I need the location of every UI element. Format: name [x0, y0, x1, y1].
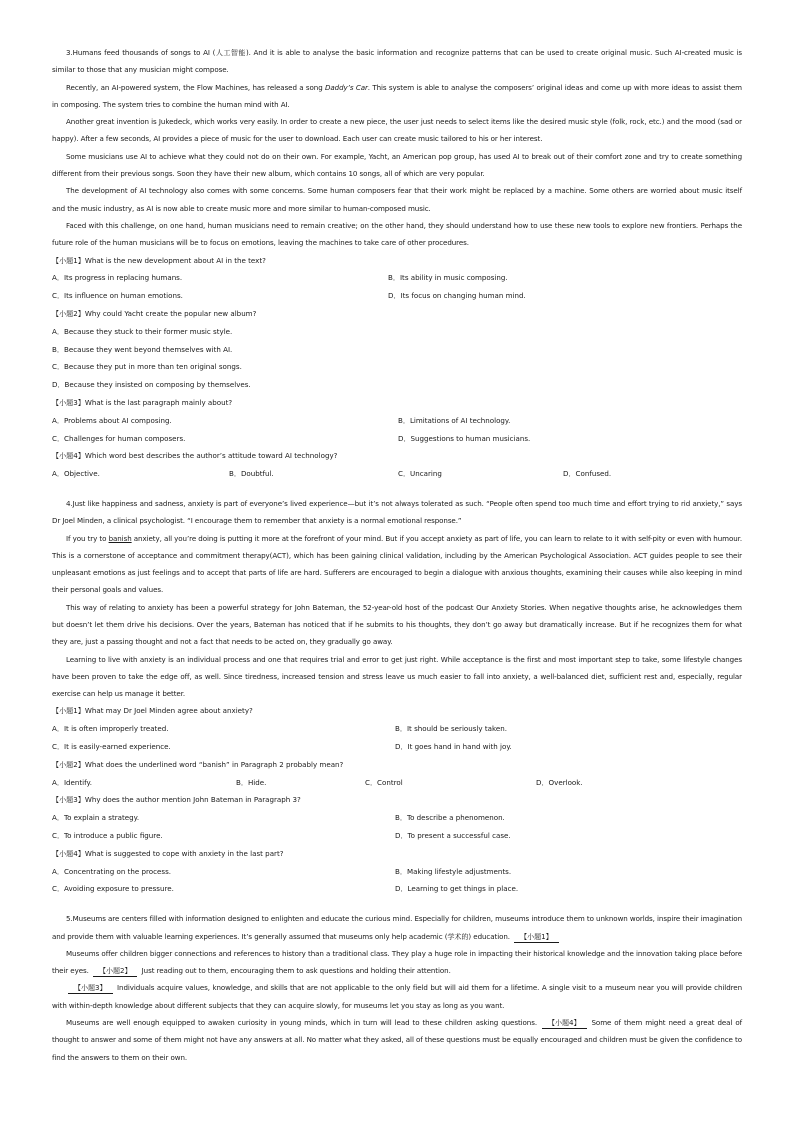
answer-blank-2[interactable]: 【小题2】 — [93, 965, 138, 977]
passage-4-paragraph-1: 4.Just like happiness and sadness, anxiety is part of everyone’s lived experience—but it’s not always tolerated as such. “People often spend too much time and effort trying to rid anxiety,” says Dr Joel Minden, a clinical psychologist. “I encourage them to remember that anxiety is a normal emotional response.” — [52, 498, 742, 526]
option-b[interactable]: B．Making lifestyle adjustments. — [395, 866, 512, 876]
option-a[interactable]: A．To explain a strategy. — [52, 813, 140, 823]
option-c[interactable]: C．To introduce a public figure. — [52, 831, 163, 841]
passage-5-paragraph-4 — [52, 1014, 742, 1066]
option-c[interactable]: C．Uncaring — [398, 469, 442, 479]
option-d[interactable]: D．To present a successful case. — [395, 831, 511, 841]
text-span: Individuals acquire values, knowledge, and skills that are not applicable to the only field but will aid them for a lifetime. A single visit to a museum near you will provide children with within-depth knowledge about different subjects that they can acquire slowly, for museums let you stay as long as you want. — [52, 983, 742, 1010]
option-row — [52, 430, 742, 448]
passage-4-paragraph-3: This way of relating to anxiety has been a powerful strategy for John Bateman, the 52-year-old host of the podcast Our Anxiety Stories. When negative thoughts arise, he acknowledges them but doesn’t let them drive his decisions. Over the years, Bateman has noticed that if he submits to his thoughts, they don’t go away but dramatically increase. But if he recognizes them for what they are, just a passing thought and not a fact that needs to be acted on, they gradually go away. — [52, 602, 742, 647]
text-span: Museums offer children bigger connections and references to history than a traditional class. They play a huge role in impacting their historical knowledge and the innovation taking place before their eyes. — [52, 948, 742, 976]
option-a[interactable]: A．It is often improperly treated. — [52, 724, 169, 734]
option-row — [52, 269, 742, 287]
question-stem: 【小题4】What is suggested to cope with anxiety in the last part? — [52, 848, 284, 858]
text-span: . This system is able to analyse the composers’ original ideas and come up with more ideas to assist them in composing. The system tries to combine the human mind with AI. — [52, 82, 742, 109]
option-row — [52, 774, 742, 792]
text-span: Some of them might need a great deal of thought to answer and some of them might not have any answers at all. No matter what they asked, all of these questions must be equally encouraged and children must be given the confidence to find the answers to them on their own. — [52, 1018, 742, 1062]
text-span: Just reading out to them, encouraging them to ask questions and holding their attention. — [139, 966, 451, 976]
passage-5-paragraph-1 — [52, 910, 742, 945]
passage-3-paragraph-4: Some musicians use AI to achieve what they could not do on their own. For example, Yacht, an American pop group, has used AI to break out of their comfort zone and try to create something different from their previous songs. Soon they have their new album, which contains 10 songs, all of which are very popular. — [52, 151, 742, 179]
passage-3-paragraph-2 — [52, 79, 742, 114]
option-row — [52, 880, 742, 898]
section-gap — [52, 483, 742, 495]
option-d[interactable]: D．Its focus on changing human mind. — [388, 291, 526, 301]
option-b[interactable]: B．Its ability in music composing. — [388, 273, 508, 283]
text-span: anxiety, all you’re doing is putting it more at the forefront of your mind. But if you accept anxiety as part of life, you can learn to relate to it with self-pity or even with humour. This is a cornerstone of acceptance and commitment therapy(ACT), which has been gaining clinical validation, including by the American Psychological Association. ACT guides people to see their unpleasant emotions as just feelings and to accept that parts of life are hard. Sufferers are encouraged to begin a dialogue with anxious thoughts, examining their causes while also keeping in mind their personal goals and values. — [52, 533, 742, 595]
option-row — [52, 287, 742, 305]
passage-3-paragraph-3: Another great invention is Jukedeck, which works very easily. In order to create a new piece, the user just needs to select items like the desired music style (folk, rock, etc.) and the mood (sad or happy). After a few seconds, AI provides a piece of music for the user to download. Each user can create music tailored to his or her interest. — [52, 117, 742, 144]
option-b[interactable]: B．It should be seriously taken. — [395, 724, 507, 734]
option-row — [52, 863, 742, 881]
option-a[interactable]: A．Identify. — [52, 777, 92, 787]
question-stem: 【小题1】What is the new development about AI in the text? — [52, 255, 266, 265]
option-d[interactable]: D．Suggestions to human musicians. — [398, 433, 531, 443]
song-title: Daddy’s Car — [325, 82, 368, 92]
passage-5 — [52, 910, 742, 1066]
passage-4 — [52, 495, 742, 898]
option-row — [52, 720, 742, 738]
passage-3-paragraph-1: 3.Humans feed thousands of songs to AI (人工智能). And it is able to analyse the basic information and recognize patterns that can be used to create original music. Such AI-created music is similar to those that any musician might compose. — [52, 48, 742, 75]
option-a[interactable]: A．Problems about AI composing. — [52, 415, 172, 425]
option-d[interactable]: D．It goes hand in hand with joy. — [395, 742, 512, 752]
answer-blank-1[interactable]: 【小题1】 — [514, 931, 559, 943]
passage-3-paragraph-5: The development of AI technology also comes with some concerns. Some human composers fear that their work might be replaced by a machine. Some others are worried about music itself and the music industry, as AI is now able to create music more and more similar to human-composed music. — [52, 186, 742, 213]
text-span: 5.Museums are centers filled with information designed to enlighten and educate the curious mind. Especially for children, museums introduce them to unknown worlds, inspire their imagination and provide them with valuable learning experiences. It’s generally assumed that museums only help academic (学术的) education. — [52, 914, 742, 941]
passage-4-paragraph-2 — [52, 530, 742, 599]
answer-blank-3[interactable]: 【小题3】 — [68, 982, 113, 994]
option-row — [52, 809, 742, 827]
text-span: Museums are well enough equipped to awaken curiosity in young minds, which in turn will lead to these children asking questions. — [66, 1018, 541, 1028]
option-d[interactable]: D．Learning to get things in place. — [395, 884, 519, 894]
option-row — [52, 465, 742, 483]
passage-5-paragraph-2 — [52, 945, 742, 980]
text-span: If you try to — [66, 533, 109, 543]
question-stem: 【小题1】What may Dr Joel Minden agree about anxiety? — [52, 706, 253, 716]
question-stem: 【小题2】What does the underlined word “banish” in Paragraph 2 probably mean? — [52, 759, 344, 769]
option-d[interactable]: D．Because they insisted on composing by themselves. — [52, 380, 251, 390]
option-b[interactable]: B．Doubtful. — [229, 469, 274, 479]
question-stem: 【小题3】Why does the author mention John Bateman in Paragraph 3? — [52, 795, 301, 805]
option-b[interactable]: B．Limitations of AI technology. — [398, 415, 511, 425]
option-c[interactable]: C．Avoiding exposure to pressure. — [52, 884, 174, 894]
question-stem: 【小题4】Which word best describes the author’s attitude toward AI technology? — [52, 451, 338, 461]
option-b[interactable]: B．Hide. — [236, 777, 267, 787]
option-c[interactable]: C．Challenges for human composers. — [52, 433, 186, 443]
option-c[interactable]: C．Because they put in more than ten original songs. — [52, 362, 242, 372]
option-a[interactable]: A．Concentrating on the process. — [52, 866, 172, 876]
underlined-word: banish — [108, 533, 132, 543]
option-d[interactable]: D．Overlook. — [536, 777, 583, 787]
option-d[interactable]: D．Confused. — [563, 469, 612, 479]
option-a[interactable]: A．Because they stuck to their former music style. — [52, 326, 233, 336]
text-span: Recently, an AI-powered system, the Flow Machines, has released a song — [66, 82, 326, 92]
exam-page — [52, 44, 742, 1066]
option-c[interactable]: C．Its influence on human emotions. — [52, 291, 183, 301]
passage-3-paragraph-6: Faced with this challenge, on one hand, human musicians need to remain creative; on the other hand, they should understand how to use these new tools to explore new frontiers. Perhaps the future role of the human musicians will be to focus on emotions, leaving the machines to take care of other procedures. — [52, 220, 742, 248]
option-row — [52, 412, 742, 430]
option-a[interactable]: A．Objective. — [52, 469, 100, 479]
option-row — [52, 827, 742, 845]
option-c[interactable]: C．Control — [365, 777, 403, 787]
section-gap — [52, 898, 742, 910]
passage-3 — [52, 44, 742, 483]
option-b[interactable]: B．To describe a phenomenon. — [395, 813, 505, 823]
option-row — [52, 738, 742, 756]
passage-4-paragraph-4: Learning to live with anxiety is an individual process and one that requires trial and error to get just right. While acceptance is the first and most important step to take, some lifestyle changes have been proven to take the edge off, as well. Since tiredness, increased tension and stress leave us much easier to fall into anxiety, a well-balanced diet, sufficient rest and, especially, regular exercise can help us manage it better. — [52, 654, 742, 699]
question-stem: 【小题2】Why could Yacht create the popular new album? — [52, 308, 257, 318]
option-c[interactable]: C．It is easily-earned experience. — [52, 742, 171, 752]
question-stem: 【小题3】What is the last paragraph mainly about? — [52, 397, 233, 407]
answer-blank-4[interactable]: 【小题4】 — [542, 1017, 587, 1029]
option-a[interactable]: A．Its progress in replacing humans. — [52, 273, 183, 283]
option-b[interactable]: B．Because they went beyond themselves with AI. — [52, 344, 233, 354]
passage-5-paragraph-3 — [52, 979, 742, 1014]
